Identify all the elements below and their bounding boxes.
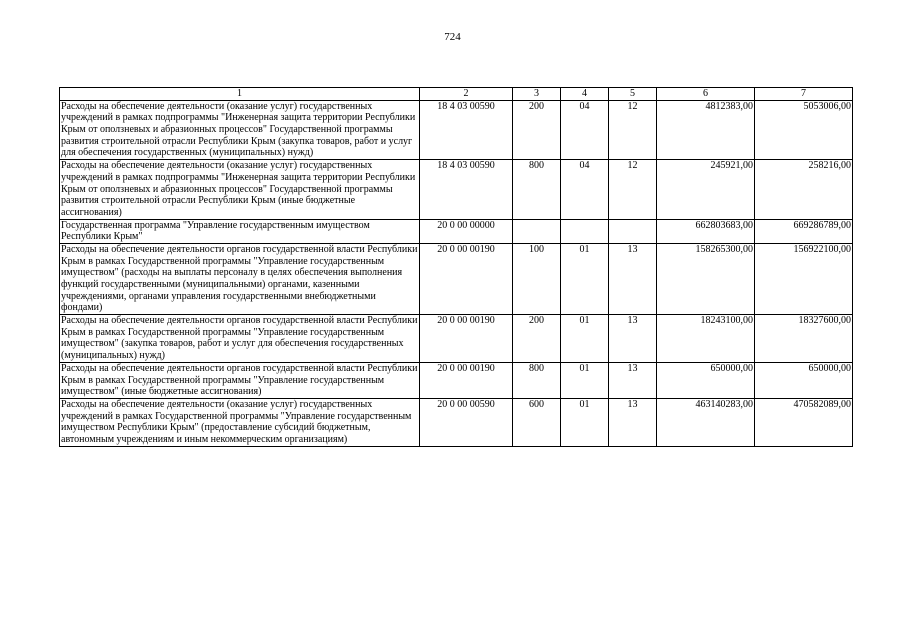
table-row	[60, 362, 853, 398]
amount-year2-cell: 470582089,00	[755, 398, 853, 446]
expense-type-cell: 800	[513, 362, 561, 398]
expense-type-cell: 800	[513, 160, 561, 219]
column-number-5: 5	[609, 88, 657, 101]
expense-type-cell: 600	[513, 398, 561, 446]
column-number-6: 6	[657, 88, 755, 101]
table-row	[60, 100, 853, 159]
amount-year2-cell: 669286789,00	[755, 219, 853, 243]
section-cell: 01	[561, 243, 609, 314]
subsection-cell	[609, 219, 657, 243]
column-number-1: 1	[60, 88, 420, 101]
section-cell: 01	[561, 315, 609, 363]
expense-name-cell: Расходы на обеспечение деятельности (оказание услуг) государственных учреждений в рамках подпрограммы "Инженерная защита территории Республики Крым от оползневых и абразионных процессов" Государственной программы развития строительной отрасли Республики Крым (закупка товаров, работ и услуг для обеспечения государственных (муниципальных) нужд)	[60, 100, 420, 159]
subsection-cell: 13	[609, 362, 657, 398]
amount-year2-cell: 18327600,00	[755, 315, 853, 363]
table-row	[60, 243, 853, 314]
subsection-cell: 12	[609, 160, 657, 219]
column-number-7: 7	[755, 88, 853, 101]
expense-name-cell: Расходы на обеспечение деятельности (оказание услуг) государственных учреждений в рамках подпрограммы "Инженерная защита территории Республики Крым от оползневых и абразионных процессов" Государственной программы развития строительной отрасли Республики Крым (иные бюджетные ассигнования)	[60, 160, 420, 219]
budget-table	[59, 87, 853, 447]
column-number-2: 2	[420, 88, 513, 101]
column-number-3: 3	[513, 88, 561, 101]
table-body	[60, 100, 853, 446]
amount-year1-cell: 158265300,00	[657, 243, 755, 314]
table-row	[60, 315, 853, 363]
expense-type-cell: 200	[513, 315, 561, 363]
section-cell: 01	[561, 362, 609, 398]
amount-year1-cell: 4812383,00	[657, 100, 755, 159]
section-cell: 04	[561, 100, 609, 159]
amount-year1-cell: 650000,00	[657, 362, 755, 398]
table-row	[60, 398, 853, 446]
target-article-cell: 20 0 00 00000	[420, 219, 513, 243]
amount-year2-cell: 650000,00	[755, 362, 853, 398]
expense-name-cell: Расходы на обеспечение деятельности (оказание услуг) государственных учреждений в рамках Государственной программы "Управление государственным имуществом Республики Крым" (предоставление субсидий бюджетным, автономным учреждениям и иным некоммерческим организациям)	[60, 398, 420, 446]
expense-name-cell: Расходы на обеспечение деятельности органов государственной власти Республики Крым в рамках Государственной программы "Управление государственным имуществом" (расходы на выплаты персоналу в целях обеспечения выполнения функций государственными (муниципальными) органами, казенными учреждениями, органами управления государственными внебюджетными фондами)	[60, 243, 420, 314]
target-article-cell: 20 0 00 00190	[420, 315, 513, 363]
expense-name-cell: Расходы на обеспечение деятельности органов государственной власти Республики Крым в рамках Государственной программы "Управление государственным имуществом" (закупка товаров, работ и услуг для обеспечения государственных (муниципальных) нужд)	[60, 315, 420, 363]
target-article-cell: 20 0 00 00590	[420, 398, 513, 446]
expense-type-cell: 100	[513, 243, 561, 314]
subsection-cell: 13	[609, 398, 657, 446]
table-row	[60, 160, 853, 219]
target-article-cell: 20 0 00 00190	[420, 362, 513, 398]
column-number-4: 4	[561, 88, 609, 101]
amount-year2-cell: 5053006,00	[755, 100, 853, 159]
amount-year1-cell: 463140283,00	[657, 398, 755, 446]
target-article-cell: 18 4 03 00590	[420, 100, 513, 159]
amount-year1-cell: 18243100,00	[657, 315, 755, 363]
column-number-row	[60, 88, 853, 101]
amount-year2-cell: 156922100,00	[755, 243, 853, 314]
table-header	[60, 88, 853, 101]
target-article-cell: 20 0 00 00190	[420, 243, 513, 314]
amount-year1-cell: 662803683,00	[657, 219, 755, 243]
amount-year2-cell: 258216,00	[755, 160, 853, 219]
expense-name-cell: Государственная программа "Управление государственным имуществом Республики Крым"	[60, 219, 420, 243]
section-cell	[561, 219, 609, 243]
expense-type-cell: 200	[513, 100, 561, 159]
subsection-cell: 13	[609, 243, 657, 314]
section-cell: 04	[561, 160, 609, 219]
page-number: 724	[444, 31, 461, 43]
subsection-cell: 13	[609, 315, 657, 363]
amount-year1-cell: 245921,00	[657, 160, 755, 219]
subsection-cell: 12	[609, 100, 657, 159]
table-row	[60, 219, 853, 243]
target-article-cell: 18 4 03 00590	[420, 160, 513, 219]
section-cell: 01	[561, 398, 609, 446]
expense-type-cell	[513, 219, 561, 243]
expense-name-cell: Расходы на обеспечение деятельности органов государственной власти Республики Крым в рамках Государственной программы "Управление государственным имуществом" (иные бюджетные ассигнования)	[60, 362, 420, 398]
